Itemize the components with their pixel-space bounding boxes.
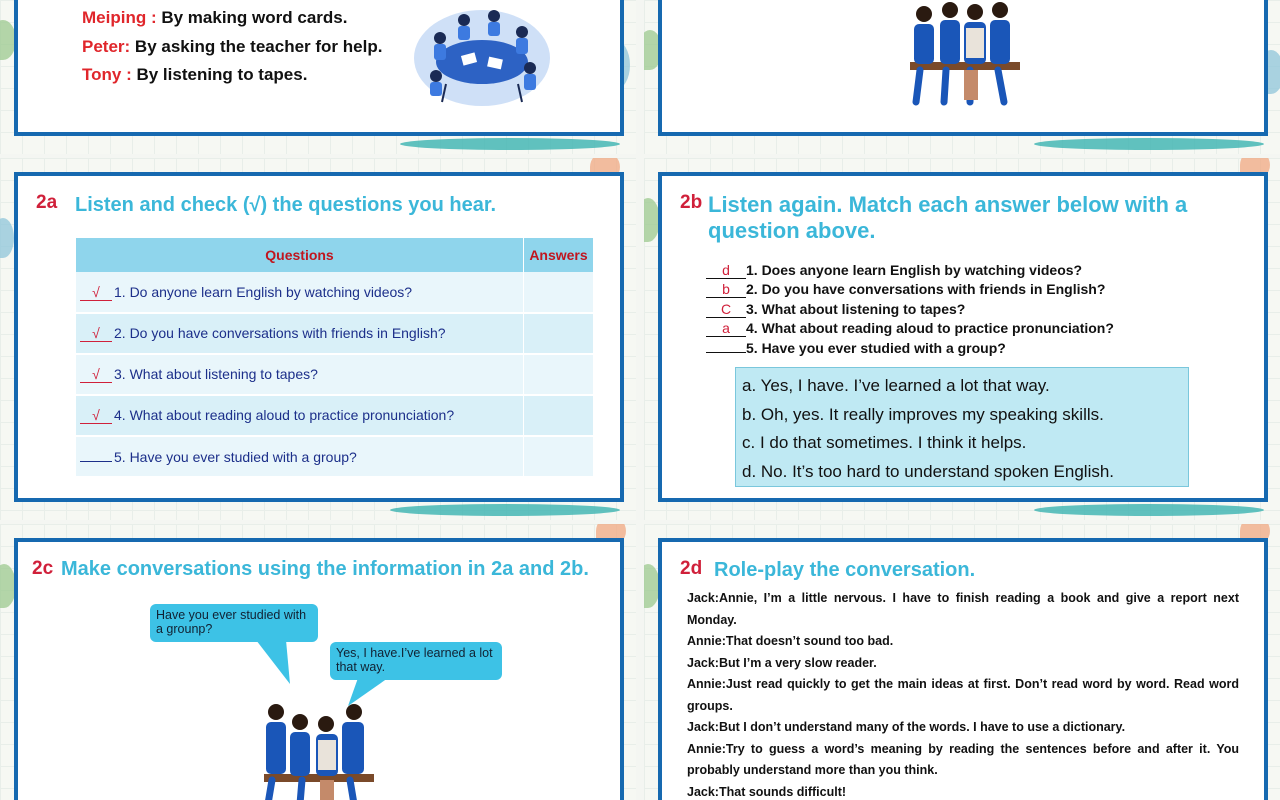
section-heading: Listen and check (√) the questions you hear. xyxy=(75,194,497,216)
question-text: 1. Does anyone learn English by watching videos? xyxy=(746,262,1083,278)
table-row xyxy=(76,354,594,395)
section-tag: 2d xyxy=(680,558,703,579)
section-tag: 2b xyxy=(680,192,703,213)
question-text: 5. Have you ever studied with a group? xyxy=(114,448,357,465)
answers-column-header: Answers xyxy=(524,238,594,272)
dialogue-line: Jack:But I’m a very slow reader. xyxy=(687,655,877,670)
section-heading-continued: question above. xyxy=(708,218,876,243)
table-row xyxy=(76,272,594,313)
students-reading-illustration xyxy=(900,0,1040,112)
leaf-decoration xyxy=(0,218,14,258)
speech-bubble-answer: Yes, I have.I’ve learned a lot that way. xyxy=(330,642,502,680)
match-question xyxy=(706,340,1006,356)
answer-cell[interactable] xyxy=(524,272,594,313)
answer-option: b. Oh, yes. It really improves my speaking skills. xyxy=(742,405,1104,424)
answer-cell[interactable] xyxy=(524,436,594,477)
section-heading: Make conversations using the information in 2a and 2b. xyxy=(61,558,589,580)
answer-blank[interactable]: b xyxy=(706,281,746,298)
question-text: 2. Do you have conversations with friends in English? xyxy=(114,325,446,341)
answer-line xyxy=(82,8,347,28)
dialogue xyxy=(687,588,1239,800)
question-text: 5. Have you ever studied with a group? xyxy=(746,340,1006,356)
match-question xyxy=(706,262,1082,279)
slide-card xyxy=(14,172,624,502)
students-group-illustration xyxy=(254,692,394,800)
questions-column-header: Questions xyxy=(76,238,524,272)
check-mark[interactable]: √ xyxy=(80,407,112,424)
slide-card xyxy=(14,0,624,136)
check-mark[interactable]: √ xyxy=(80,284,112,301)
wave-decoration xyxy=(400,138,620,150)
match-question xyxy=(706,281,1105,298)
dialogue-line: Annie:Just read quickly to get the main ideas at first. Don’t read word by word. Read word groups. xyxy=(687,677,1239,713)
answer-text: By making word cards. xyxy=(161,8,348,27)
dialogue-line: Jack:But I don’t understand many of the words. I have to use a dictionary. xyxy=(687,720,1126,734)
table-row xyxy=(76,395,594,436)
question-cell xyxy=(76,436,524,477)
match-question xyxy=(706,320,1114,337)
answer-option: c. I do that sometimes. I think it helps. xyxy=(742,433,1027,452)
question-text: 3. What about listening to tapes? xyxy=(114,366,318,382)
answer-blank[interactable]: a xyxy=(706,320,746,337)
check-mark[interactable]: √ xyxy=(80,366,112,383)
question-cell xyxy=(76,354,524,395)
wave-decoration xyxy=(390,504,620,516)
answer-text: By listening to tapes. xyxy=(136,65,308,84)
slide-ways-to-learn[interactable] xyxy=(0,0,636,154)
answer-line xyxy=(82,65,307,85)
answer-line xyxy=(82,37,382,57)
answer-option: a. Yes, I have. I’ve learned a lot that way. xyxy=(742,376,1050,395)
bubble-tail xyxy=(256,640,296,686)
answer-cell[interactable] xyxy=(524,395,594,436)
slide-card xyxy=(658,172,1268,502)
question-cell xyxy=(76,272,524,313)
speech-bubble-question: Have you ever studied with a grounp? xyxy=(150,604,318,642)
answer-text: By asking the teacher for help. xyxy=(134,37,383,56)
section-tag: 2c xyxy=(32,558,54,579)
question-cell xyxy=(76,313,524,354)
group-study-illustration xyxy=(412,0,552,106)
dialogue-line: Jack:Annie, I’m a little nervous. I have to finish reading a book and give a report next Monday. xyxy=(687,591,1239,627)
answer-cell[interactable] xyxy=(524,313,594,354)
section-heading: Listen again. Match each answer below with a xyxy=(708,192,1188,217)
dialogue-line: Annie:Try to guess a word’s meaning by reading the sentences before and after it. You probably understand more than you think. xyxy=(687,741,1239,777)
wave-decoration xyxy=(1034,504,1264,516)
answer-blank[interactable] xyxy=(706,352,746,353)
questions-table xyxy=(76,238,594,478)
slide-2c[interactable] xyxy=(0,524,636,800)
answer-option: d. No. It’s too hard to understand spoken English. xyxy=(742,462,1115,481)
slide-students-image[interactable] xyxy=(644,0,1280,154)
question-text: 4. What about reading aloud to practice pronunciation? xyxy=(114,407,455,423)
section-tag: 2a xyxy=(36,192,58,213)
question-text: 4. What about reading aloud to practice pronunciation? xyxy=(746,320,1114,336)
speaker-name: Peter: xyxy=(82,37,131,56)
question-text: 1. Do anyone learn English by watching videos? xyxy=(114,283,413,300)
slide-card xyxy=(658,538,1268,800)
wave-decoration xyxy=(1034,138,1264,150)
answer-cell[interactable] xyxy=(524,354,594,395)
speaker-name: Tony : xyxy=(82,65,132,84)
speaker-name: Meiping : xyxy=(82,8,157,27)
table-row xyxy=(76,313,594,354)
section-heading: Role-play the conversation. xyxy=(714,559,976,581)
answer-options-box xyxy=(735,367,1189,487)
slide-2d[interactable] xyxy=(644,524,1280,800)
slide-2b[interactable] xyxy=(644,158,1280,520)
question-text: 2. Do you have conversations with friends in English? xyxy=(746,281,1106,297)
dialogue-line: Annie:That doesn’t sound too bad. xyxy=(687,634,894,648)
table-row xyxy=(76,436,594,477)
question-text: 3. What about listening to tapes? xyxy=(746,301,966,317)
dialogue-line: Jack:That sounds difficult! xyxy=(687,784,847,799)
answer-blank[interactable]: C xyxy=(706,301,746,318)
slide-card xyxy=(14,538,624,800)
check-mark[interactable] xyxy=(80,461,112,462)
slide-card xyxy=(658,0,1268,136)
slide-2a[interactable] xyxy=(0,158,636,520)
answer-blank[interactable]: d xyxy=(706,262,746,279)
question-cell xyxy=(76,395,524,436)
match-question xyxy=(706,301,965,318)
check-mark[interactable]: √ xyxy=(80,325,112,342)
